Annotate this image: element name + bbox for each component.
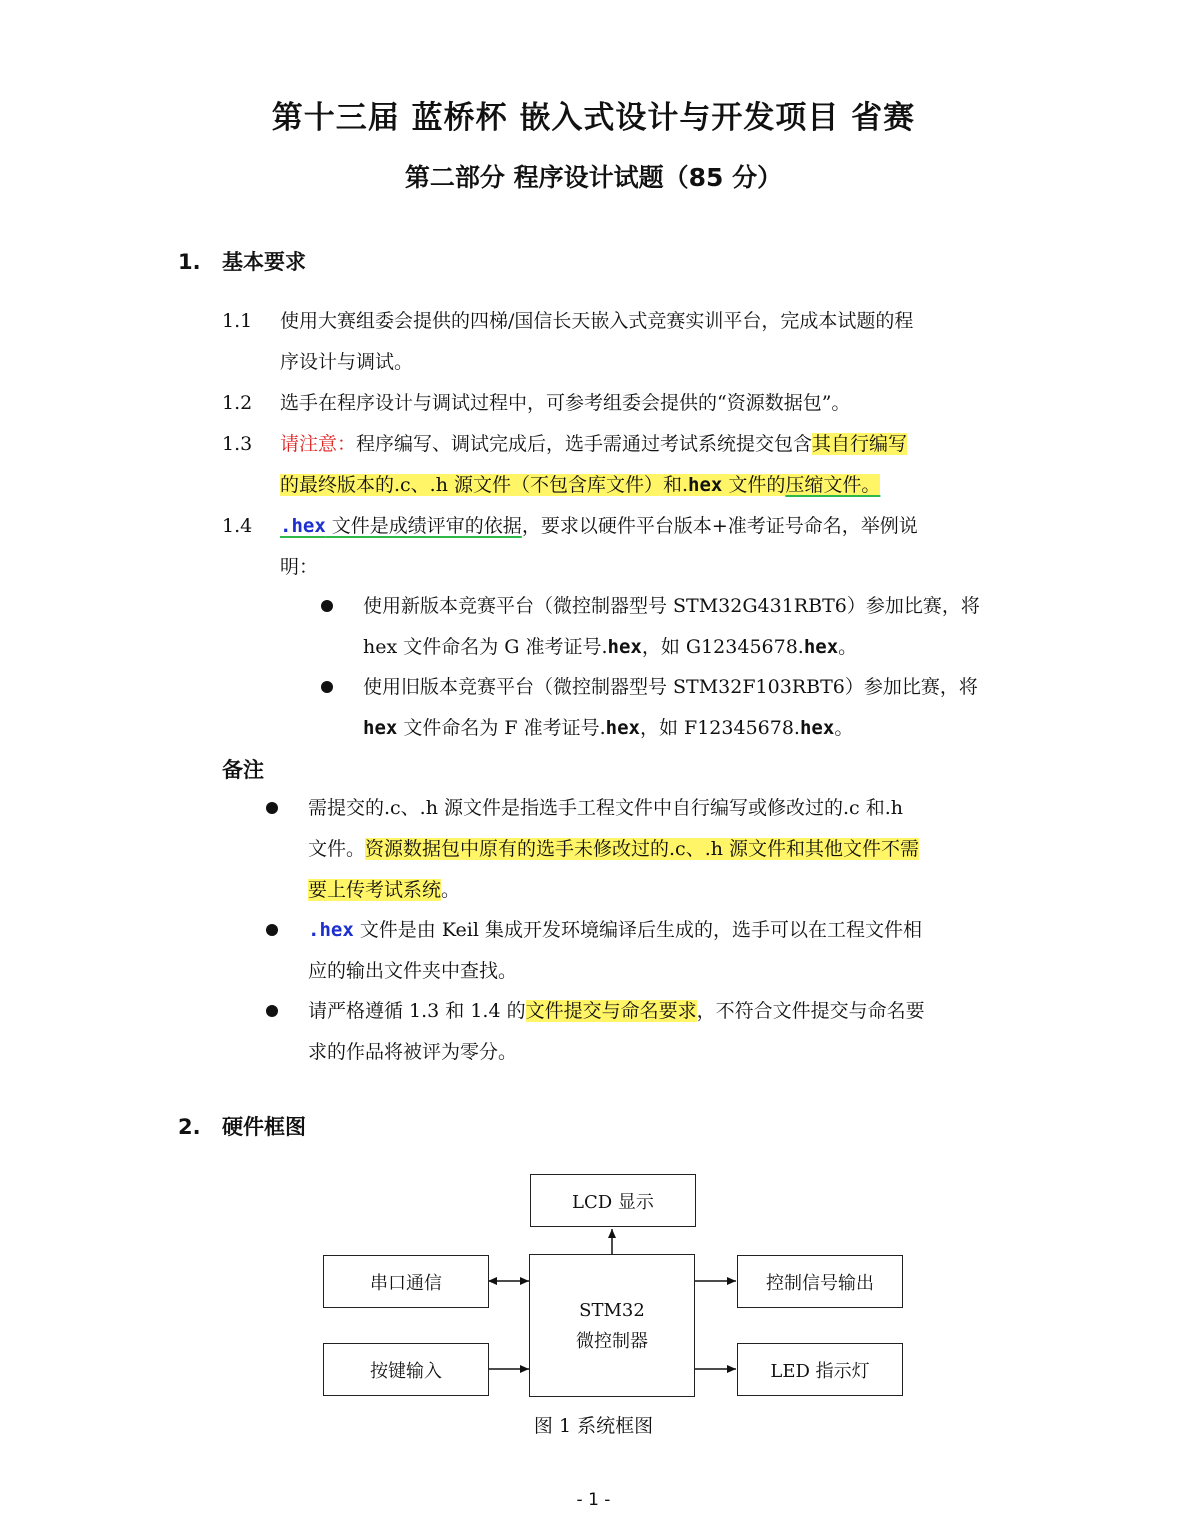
bullet-text: ，如 G12345678. <box>641 636 804 658</box>
note-1-line1: 需提交的.c、.h 源文件是指选手工程文件中自行编写或修改过的.c 和.h <box>308 797 903 819</box>
item-number: 1.4 <box>222 515 253 537</box>
item-number: 1.2 <box>222 392 253 414</box>
hex-keyword: .hex <box>280 515 326 537</box>
block-mcu <box>529 1254 695 1397</box>
bullet-dot <box>321 681 333 693</box>
bullet-dot <box>266 1005 278 1017</box>
bullet-dot <box>266 802 278 814</box>
item-1-2 <box>222 383 850 424</box>
highlight-text: 要上传考试系统 <box>308 879 442 901</box>
item-number: 1.1 <box>222 310 253 332</box>
page-number: - 1 - <box>576 1490 611 1510</box>
bullet-dot <box>266 924 278 936</box>
note-text: 文件是由 Keil 集成开发环境编译后生成的，选手可以在工程文件相 <box>353 919 922 941</box>
highlight-text: 资源数据包中原有的选手未修改过的.c、.h 源文件和其他文件不需 <box>365 838 920 860</box>
item-1-3-line1 <box>222 424 907 465</box>
item-number: 1.3 <box>222 433 253 455</box>
block-led: LED 指示灯 <box>737 1343 903 1396</box>
item-text: ，要求以硬件平台版本+准考证号命名，举例说 <box>521 515 918 537</box>
highlight-text: 其自行编写 <box>812 433 908 455</box>
bullet-text: hex 文件命名为 G 准考证号. <box>363 636 608 658</box>
highlight-text: 文件提交与命名要求 <box>525 1000 697 1022</box>
section-1-title: 基本要求 <box>222 250 306 274</box>
hex-keyword: hex <box>607 636 642 658</box>
note-3-line2: 求的作品将被评为零分。 <box>308 1041 518 1063</box>
highlight-text: 的最终版本的.c、.h 源文件（不包含库文件）和. <box>280 474 689 496</box>
bullet-1-line2 <box>363 627 857 668</box>
bullet-1-line1: 使用新版本竞赛平台（微控制器型号 STM32G431RBT6）参加比赛，将 <box>363 595 980 617</box>
block-uart: 串口通信 <box>323 1255 489 1308</box>
block-lcd: LCD 显示 <box>530 1174 696 1227</box>
bullet-2-line2 <box>363 708 853 749</box>
item-1-4-line1 <box>222 506 918 547</box>
hex-keyword: hex <box>803 636 839 658</box>
highlight-text: 文件的 <box>722 474 786 496</box>
item-1-1-line2: 序设计与调试。 <box>280 351 414 373</box>
note-text: 。 <box>441 879 461 901</box>
hex-keyword: hex <box>605 717 640 739</box>
section-1-number: 1. <box>178 250 201 274</box>
note-2-line1 <box>308 910 922 951</box>
underlined-text: 压缩文件。 <box>785 474 881 496</box>
hex-keyword: hex <box>688 474 723 496</box>
bullet-dot <box>321 600 333 612</box>
figure-caption: 图 1 系统框图 <box>533 1415 654 1437</box>
bullet-text: 文件命名为 F 准考证号. <box>397 717 606 739</box>
hex-keyword: .hex <box>308 919 354 941</box>
bullet-2-line1: 使用旧版本竞赛平台（微控制器型号 STM32F103RBT6）参加比赛，将 <box>363 676 978 698</box>
hex-keyword: hex <box>799 717 835 739</box>
note-text: 请严格遵循 1.3 和 1.4 的 <box>308 1000 526 1022</box>
note-3-line1 <box>308 991 925 1032</box>
bullet-text: 。 <box>834 717 854 739</box>
item-text: 选手在程序设计与调试过程中，可参考组委会提供的“资源数据包”。 <box>280 392 851 414</box>
block-control-output: 控制信号输出 <box>737 1255 903 1308</box>
note-text: 文件。 <box>308 838 366 860</box>
mcu-label-line1: STM32 <box>579 1299 645 1321</box>
item-text: 使用大赛组委会提供的四梯/国信长天嵌入式竞赛实训平台，完成本试题的程 <box>280 310 914 332</box>
section-1-heading <box>178 246 306 276</box>
page-subtitle: 第二部分 程序设计试题（85 分） <box>404 163 783 192</box>
section-2-number: 2. <box>178 1115 201 1139</box>
item-1-4-line2: 明： <box>280 556 319 578</box>
item-1-3-line2 <box>280 465 880 506</box>
bullet-text: 。 <box>838 636 858 658</box>
underlined-text: 文件是成绩评审的依据 <box>325 515 522 537</box>
note-2-line2: 应的输出文件夹中查找。 <box>308 960 518 982</box>
note-1-line2 <box>308 829 919 870</box>
note-text: ，不符合文件提交与命名要 <box>696 1000 925 1022</box>
bullet-text: ，如 F12345678. <box>640 717 800 739</box>
section-2-title: 硬件框图 <box>222 1115 306 1139</box>
note-1-line3 <box>308 870 460 911</box>
notes-heading: 备注 <box>222 758 264 782</box>
page-title: 第十三届 蓝桥杯 嵌入式设计与开发项目 省赛 <box>271 100 916 136</box>
block-key: 按键输入 <box>323 1343 489 1396</box>
mcu-label-line2: 微控制器 <box>576 1330 648 1352</box>
item-text: 程序编写、调试完成后，选手需通过考试系统提交包含 <box>356 433 813 455</box>
item-1-1-line1 <box>222 301 913 342</box>
section-2-heading <box>178 1111 306 1141</box>
notice-label: 请注意： <box>280 433 357 455</box>
hex-keyword: hex <box>363 717 398 739</box>
